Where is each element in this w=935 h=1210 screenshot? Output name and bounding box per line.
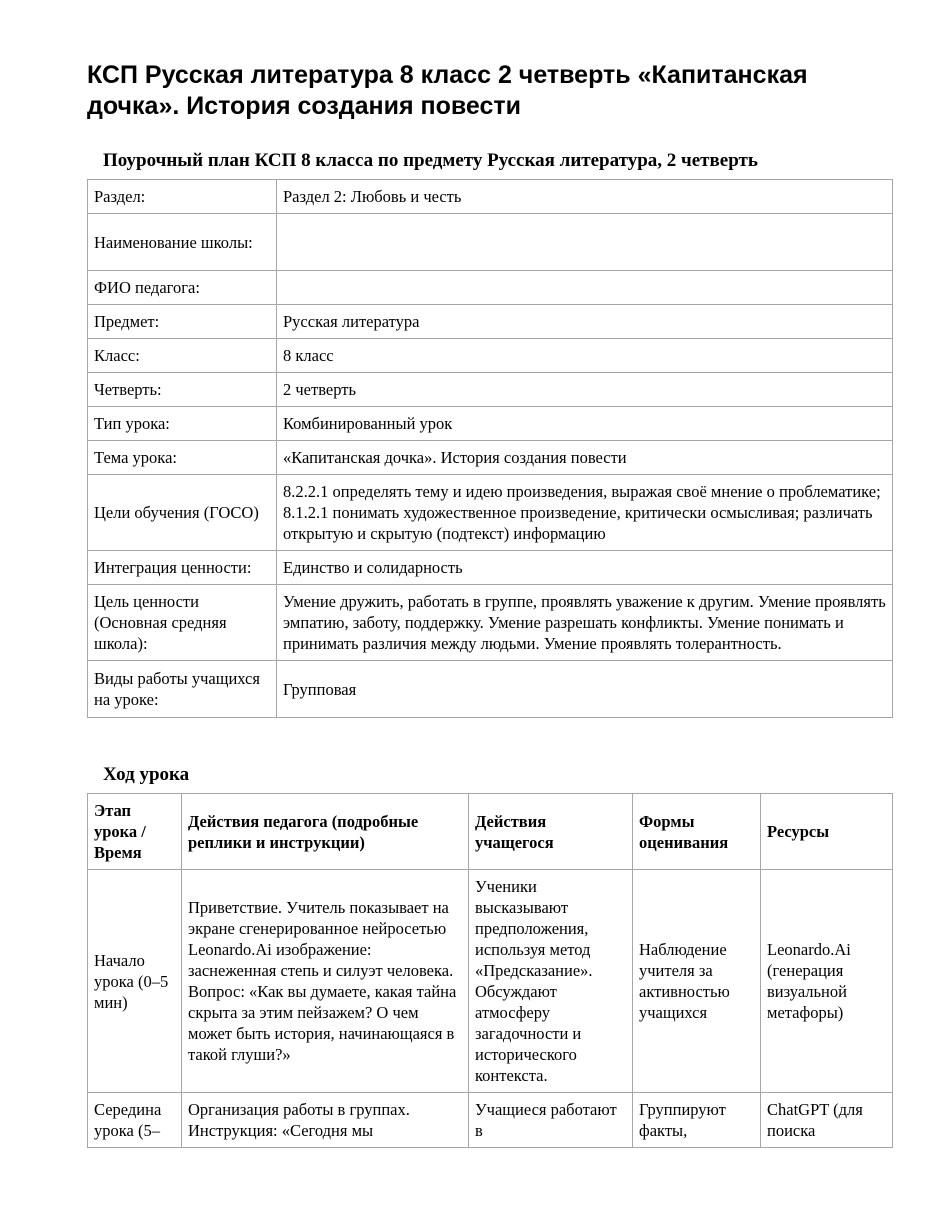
info-value: Единство и солидарность <box>277 551 893 585</box>
plan-heading: Поурочный план КСП 8 класса по предмету Русская литература, 2 четверть <box>103 150 758 171</box>
info-label: Предмет: <box>88 305 277 339</box>
info-value: Русская литература <box>277 305 893 339</box>
table-row <box>88 271 893 305</box>
column-header-stage: Этап урока / Время <box>88 794 182 870</box>
student-actions-cell: Ученики высказывают предположения, используя метод «Предсказание». Обсуждают атмосферу загадочности и исторического контекста. <box>469 870 633 1093</box>
lesson-info-table <box>87 179 893 718</box>
info-value: Умение дружить, работать в группе, проявлять уважение к другим. Умение проявлять эмпатию, заботу, поддержку. Умение разрешать конфликты. Умение понимать и принимать различия между людьми. Умение проявлять толерантность. <box>277 585 893 661</box>
table-row <box>88 870 893 1093</box>
info-value <box>277 214 893 271</box>
student-actions-cell: Учащиеся работают в <box>469 1093 633 1148</box>
teacher-actions-cell: Приветствие. Учитель показывает на экране сгенерированное нейросетью Leonardo.Ai изображение: заснеженная степь и силуэт человека. Вопрос: «Как вы думаете, какая тайна скрыта за этим пейзажем? О чем может быть история, начинающаяся в такой глуши?» <box>182 870 469 1093</box>
table-row <box>88 373 893 407</box>
teacher-actions-cell: Организация работы в группах. Инструкция: «Сегодня мы <box>182 1093 469 1148</box>
assessment-cell: Наблюдение учителя за активностью учащихся <box>633 870 761 1093</box>
table-row <box>88 441 893 475</box>
stage-cell: Начало урока (0–5 мин) <box>88 870 182 1093</box>
stage-cell: Середина урока (5– <box>88 1093 182 1148</box>
column-header-student: Действия учащегося <box>469 794 633 870</box>
table-row <box>88 551 893 585</box>
info-label: Цель ценности (Основная средняя школа): <box>88 585 277 661</box>
table-row <box>88 339 893 373</box>
info-label: Тип урока: <box>88 407 277 441</box>
table-row <box>88 305 893 339</box>
info-label: Раздел: <box>88 180 277 214</box>
column-header-resources: Ресурсы <box>761 794 893 870</box>
info-label: Класс: <box>88 339 277 373</box>
info-value <box>277 271 893 305</box>
column-header-assessment: Формы оценивания <box>633 794 761 870</box>
info-label: Четверть: <box>88 373 277 407</box>
info-label: Виды работы учащихся на уроке: <box>88 661 277 718</box>
table-row <box>88 585 893 661</box>
info-value: 8.2.2.1 определять тему и идею произведения, выражая своё мнение о проблематике; 8.1.2.1 понимать художественное произведение, критически осмысливая; различать открытую и скрытую (подтекст) информацию <box>277 475 893 551</box>
info-value: 8 класс <box>277 339 893 373</box>
assessment-cell: Группируют факты, <box>633 1093 761 1148</box>
table-header-row <box>88 794 893 870</box>
info-value: Раздел 2: Любовь и честь <box>277 180 893 214</box>
info-value: Комбинированный урок <box>277 407 893 441</box>
info-label: Интеграция ценности: <box>88 551 277 585</box>
lesson-flow-table <box>87 793 893 1148</box>
table-row <box>88 214 893 271</box>
table-row <box>88 1093 893 1148</box>
table-row <box>88 407 893 441</box>
info-label: Цели обучения (ГОСО) <box>88 475 277 551</box>
table-row <box>88 475 893 551</box>
column-header-teacher: Действия педагога (подробные реплики и инструкции) <box>182 794 469 870</box>
resources-cell: ChatGPT (для поиска <box>761 1093 893 1148</box>
info-label: ФИО педагога: <box>88 271 277 305</box>
table-row <box>88 180 893 214</box>
info-value: «Капитанская дочка». История создания повести <box>277 441 893 475</box>
resources-cell: Leonardo.Ai (генерация визуальной метафоры) <box>761 870 893 1093</box>
info-value: Групповая <box>277 661 893 718</box>
info-label: Тема урока: <box>88 441 277 475</box>
lesson-heading: Ход урока <box>103 764 190 785</box>
info-label: Наименование школы: <box>88 214 277 271</box>
document-title: КСП Русская литература 8 класс 2 четверть «Капитанская дочка». История создания повести <box>87 61 808 120</box>
info-value: 2 четверть <box>277 373 893 407</box>
table-row <box>88 661 893 718</box>
